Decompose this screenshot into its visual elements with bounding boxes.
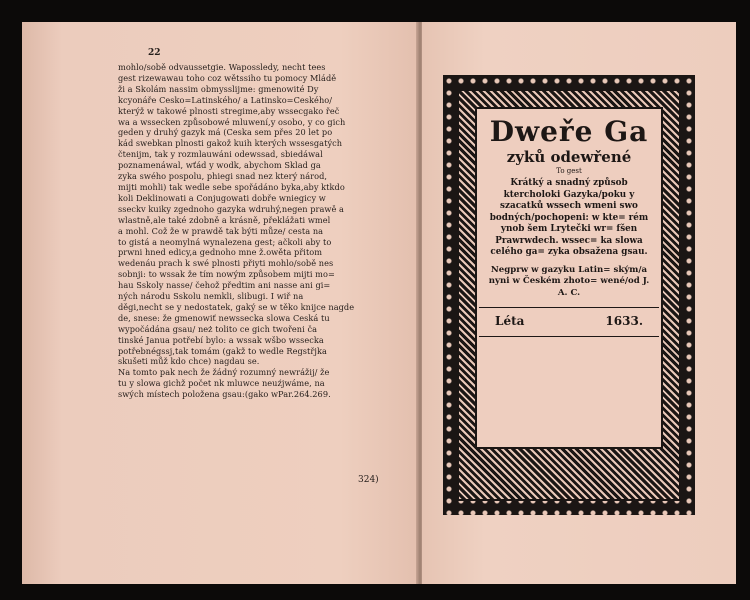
text-line: kterýž w takowé plnosti stregime,aby wssecgako řeč xyxy=(118,105,340,116)
text-line: potřebnégssj,tak tomám (gakž to wedle Regstřjka xyxy=(118,345,327,356)
book-title: Dweře Ga xyxy=(489,115,649,148)
year-label: Léta xyxy=(495,314,525,328)
text-line: hau Sskoly nasse/ čehož předtim ani nasse ani gi= xyxy=(118,280,331,291)
book-title-continued: zyků odewřené xyxy=(506,148,632,166)
book-subtitle: Negprw w gazyku Latin= ským/a nyni w Českém zhoto= wené/od J. A. C. xyxy=(488,264,650,298)
text-line: wypočádána gsau/ neż tolito ce gich twořeni ča xyxy=(118,323,318,334)
year-value: 1633. xyxy=(605,314,643,328)
text-line: ných národu Sskolu nemkli, slibugi. I wiř na xyxy=(118,291,304,302)
imprint-year xyxy=(477,308,661,328)
text-line: zyka swého pospolu, phiegi snad nez který národ, xyxy=(118,171,328,182)
text-line: a mohl. Což že w prawdě tak býti můze/ cesta na xyxy=(118,225,324,236)
text-line: děgi,necht se y nedostatek, gaký se w těko knijce nagde xyxy=(118,301,355,312)
body-text xyxy=(118,62,380,400)
text-line: prwni hned edicy,a gednoho mne ž.owěta přitom xyxy=(118,247,323,258)
text-line: kcyonáře Cesko=Latinského/ a Latinsko=Ceského/ xyxy=(118,94,333,105)
page-number-top: 22 xyxy=(148,48,161,58)
text-line: skušeti můž kdo chce) nagdau se. xyxy=(118,356,260,367)
catchword: 324) xyxy=(358,475,379,485)
divider xyxy=(479,336,659,337)
text-line: de, snese: že gmenowiť newssecka slowa Ceská tu xyxy=(118,312,330,323)
text-line: kád swebkan plnosti gakož kuih kterých wssesgatých xyxy=(118,138,343,149)
text-line: geden y druhý gazyk má (Ceska sem přes 20 let po xyxy=(118,127,333,138)
to-gest-label: To gest xyxy=(556,167,582,175)
text-line: ži a Skolám nassim obmysslijme: gmenowité Dy xyxy=(118,83,319,94)
text-line: sobnji: to wssak že tím nowým způsobem mijti mo= xyxy=(118,269,335,280)
text-line: wedenáu prach k swé plnosti přiyti mohlo/sobě nes xyxy=(118,258,334,269)
text-line: Na tomto pak nech že žádný rozumný newrážij/ že xyxy=(118,367,330,378)
text-line: wa a wssecken způsobowé mluwení,y osobo, y co gich xyxy=(118,116,346,127)
text-line: mijti mohli) tak wedle sebe spořádáno byka,aby ktkdo xyxy=(118,181,345,192)
text-line: čtenijm, tak y rozmlauwáni odewssad, sbiedáwal xyxy=(118,149,323,160)
title-page-ornamental-border xyxy=(443,75,695,515)
book-description: Krátký a snadný způsob ktercholoki Gazyka/poku y szacatků wssech wmeni swo bodných/pochopeni: w kte= rém ynob šem Lrytečki wr= fšen Prawrwdech. wssec= ka slowa celého ga= zyka obsažena gsau. xyxy=(489,178,649,257)
text-line: sseckv kuiky zgednoho gazyka wdruhý,negen prawě a xyxy=(118,203,344,214)
text-line: wlastně,ale také zdobně a krásně, překlážati wmel xyxy=(118,214,331,225)
text-line: mohlo/sobě odvaussetgie. Wapossledy, necht tees xyxy=(118,62,326,72)
text-line: swých místech položena gsau:(gako wPar.264.269. xyxy=(118,389,331,400)
text-line: to gistá a neomylná wynalezena gest; ačkoli aby to xyxy=(118,236,332,247)
text-line: tinské Janua potřebí bylo: a wssak wšbo wssecka xyxy=(118,334,324,345)
title-block xyxy=(475,107,663,449)
text-line: tu y slowa gichž počet nk mluwce neuźjwáme, na xyxy=(118,378,325,389)
text-line: gest rizewawau toho coz wětssiho tu pomocy Mládě xyxy=(118,72,337,83)
text-line: poznamenáwal, wťád y wodk, abychom Sklad ga xyxy=(118,160,321,171)
text-line: koli Deklinowati a Conjugowati dobře wniegicy w xyxy=(118,192,326,203)
